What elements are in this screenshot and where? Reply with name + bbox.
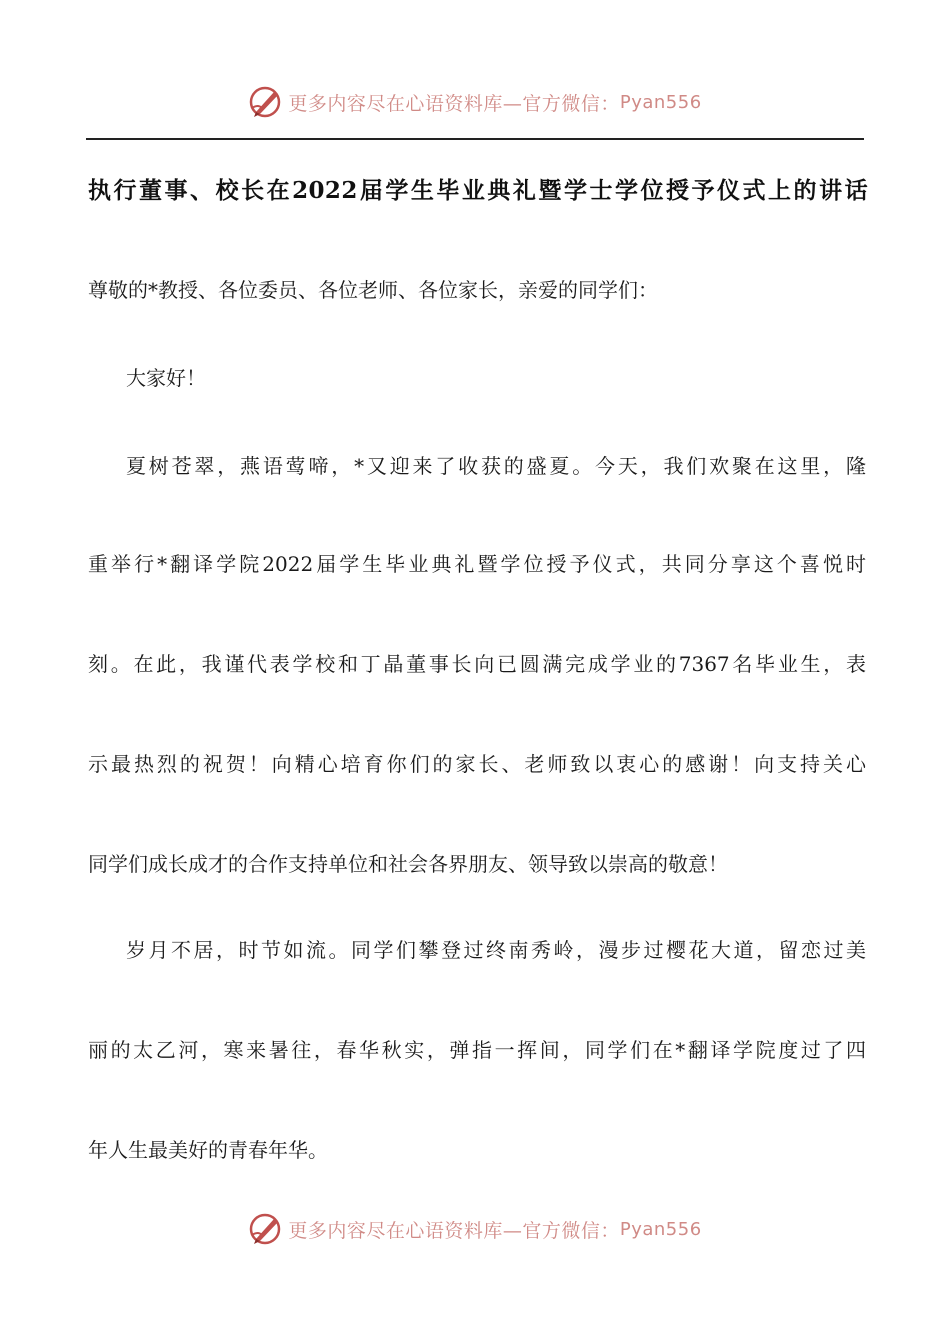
- paragraph-1-line-5: 同学们成长成才的合作支持单位和社会各界朋友、领导致以崇高的敬意！: [88, 852, 728, 876]
- paragraph-1-line-3: 刻。在此，我谨代表学校和丁晶董事长向已圆满完成学业的7367名毕业生，表: [88, 652, 866, 676]
- footer-watermark: [0, 1211, 950, 1247]
- paragraph-2-line-3: 年人生最美好的青春年华。: [88, 1138, 328, 1162]
- paragraph-1-line-2: 重举行*翻译学院2022届学生毕业典礼暨学位授予仪式，共同分享这个喜悦时: [88, 552, 866, 576]
- watermark-wechat-id: Pyan556: [619, 91, 702, 113]
- paragraph-2-line-1: 岁月不居，时节如流。同学们攀登过终南秀岭，漫步过樱花大道，留恋过美: [126, 938, 866, 962]
- pen-logo-icon: [248, 1211, 284, 1247]
- header-watermark: [0, 84, 950, 120]
- watermark-text: 更多内容尽在心语资料库—官方微信：: [288, 92, 620, 115]
- paragraph-1-line-1: 夏树苍翠，燕语莺啼，*又迎来了收获的盛夏。今天，我们欢聚在这里，隆: [126, 454, 866, 478]
- greeting: 大家好！: [126, 366, 206, 390]
- paragraph-1-line-4: 示最热烈的祝贺！向精心培育你们的家长、老师致以衷心的感谢！向支持关心: [88, 752, 866, 776]
- header-divider: [86, 138, 864, 140]
- document-title: 执行董事、校长在2022届学生毕业典礼暨学士学位授予仪式上的讲话: [88, 177, 868, 204]
- watermark-wechat-id: Pyan556: [619, 1218, 702, 1240]
- watermark-text: 更多内容尽在心语资料库—官方微信：: [288, 1219, 620, 1242]
- pen-logo-icon: [248, 84, 284, 120]
- paragraph-2-line-2: 丽的太乙河，寒来暑往，春华秋实，弹指一挥间，同学们在*翻译学院度过了四: [88, 1038, 866, 1062]
- salutation: 尊敬的*教授、各位委员、各位老师、各位家长，亲爱的同学们：: [88, 278, 658, 302]
